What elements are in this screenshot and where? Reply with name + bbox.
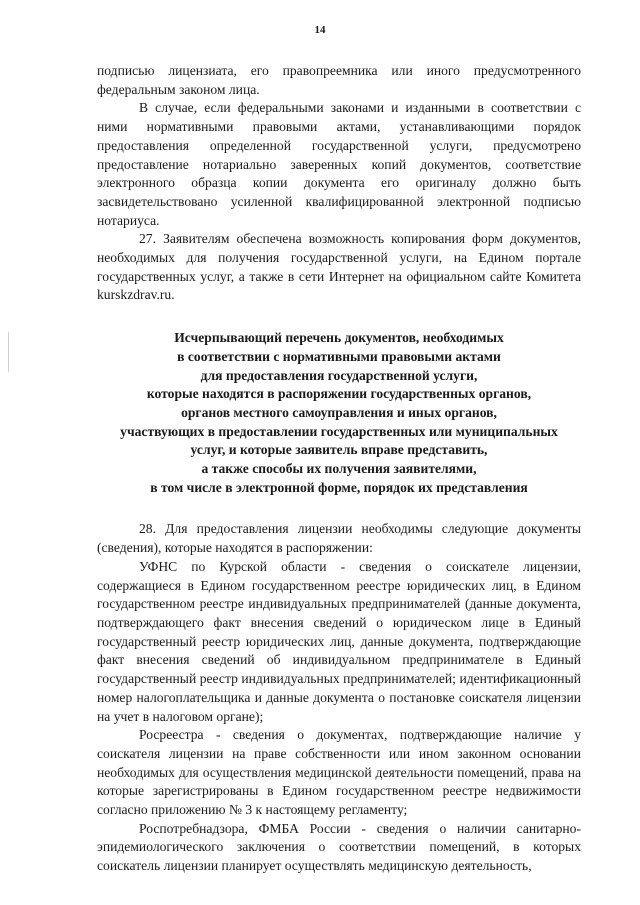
paragraph-p1: подписью лицензиата, его правопреемника или иного предусмотренного федеральным законом лица. [97,63,581,97]
scan-margin-mark [8,332,9,372]
paragraph-p3: 27. Заявителям обеспечена возможность копирования форм документов, необходимых для получения государственной услуги, на Едином портале государственных услуг, а также в сети Интернет на официальном сайте Комитета kurskzdrav.ru. [97,231,581,303]
paragraph-p5: УФНС по Курской области - сведения о соискателе лицензии, содержащиеся в Едином государственном реестре юридических лиц, в Едином государственном реестре индивидуальных предпринимателей (данные документа, подтверждающего факт внесения сведений о юридическом лице в Единый государственный реестр юридических лиц, данные документа, подтверждающие факт внесения сведений об индивидуальном предпринимателе в Единый государственный реестр индивидуальных предпринимателей; идентификационный номер налогоплательщика и данные документа о постановке соискателя лицензии на учет в налоговом органе); [97,558,581,724]
page-number: 14 [314,24,326,36]
heading-line: услуг, и которые заявитель вправе представить, [190,442,488,458]
heading-line: в том числе в электронной форме, порядок их представления [150,479,528,495]
paragraph-p4: 28. Для предоставления лицензии необходимы следующие документы (сведения), которые находятся в распоряжении: [97,521,581,556]
heading-line: которые находятся в распоряжении государственных органов, [146,386,532,402]
section-heading [97,329,581,497]
heading-line: Исчерпывающий перечень документов, необходимых [174,330,504,346]
document-body [97,62,581,876]
heading-line: в соответствии с нормативными правовыми актами [177,348,501,364]
paragraph-p2: В случае, если федеральными законами и изданными в соответствии с ними нормативными правовыми актами, устанавливающими порядок предоставления определенной государственной услуги, предусмотрено предоставление нотариально заверенных копий документов, соответствие электронного образца копии документа его оригиналу должно быть засвидетельствовано усиленной квалифицированной электронной подписью нотариуса. [97,100,581,228]
heading-line: органов местного самоуправления и иных органов, [181,404,497,420]
paragraph-p7: Роспотребнадзора, ФМБА России - сведения о наличии санитарно-эпидемиологического заключения о соответствии помещений, в которых соискатель лицензии планирует осуществлять медицинскую деятельность, [97,820,581,874]
heading-line: а также способы их получения заявителями, [201,461,477,477]
paragraph-p6: Росреестра - сведения о документах, подтверждающие наличие у соискателя лицензии на праве собственности или ином законном основании необходимых для осуществления медицинской деятельности помещений, права на которые зарегистрированы в Едином государственном реестре недвижимости согласно приложению № 3 к настоящему регламенту; [97,727,581,818]
heading-line: участвующих в предоставлении государственных или муниципальных [120,423,558,439]
heading-line: для предоставления государственной услуги, [200,367,478,383]
